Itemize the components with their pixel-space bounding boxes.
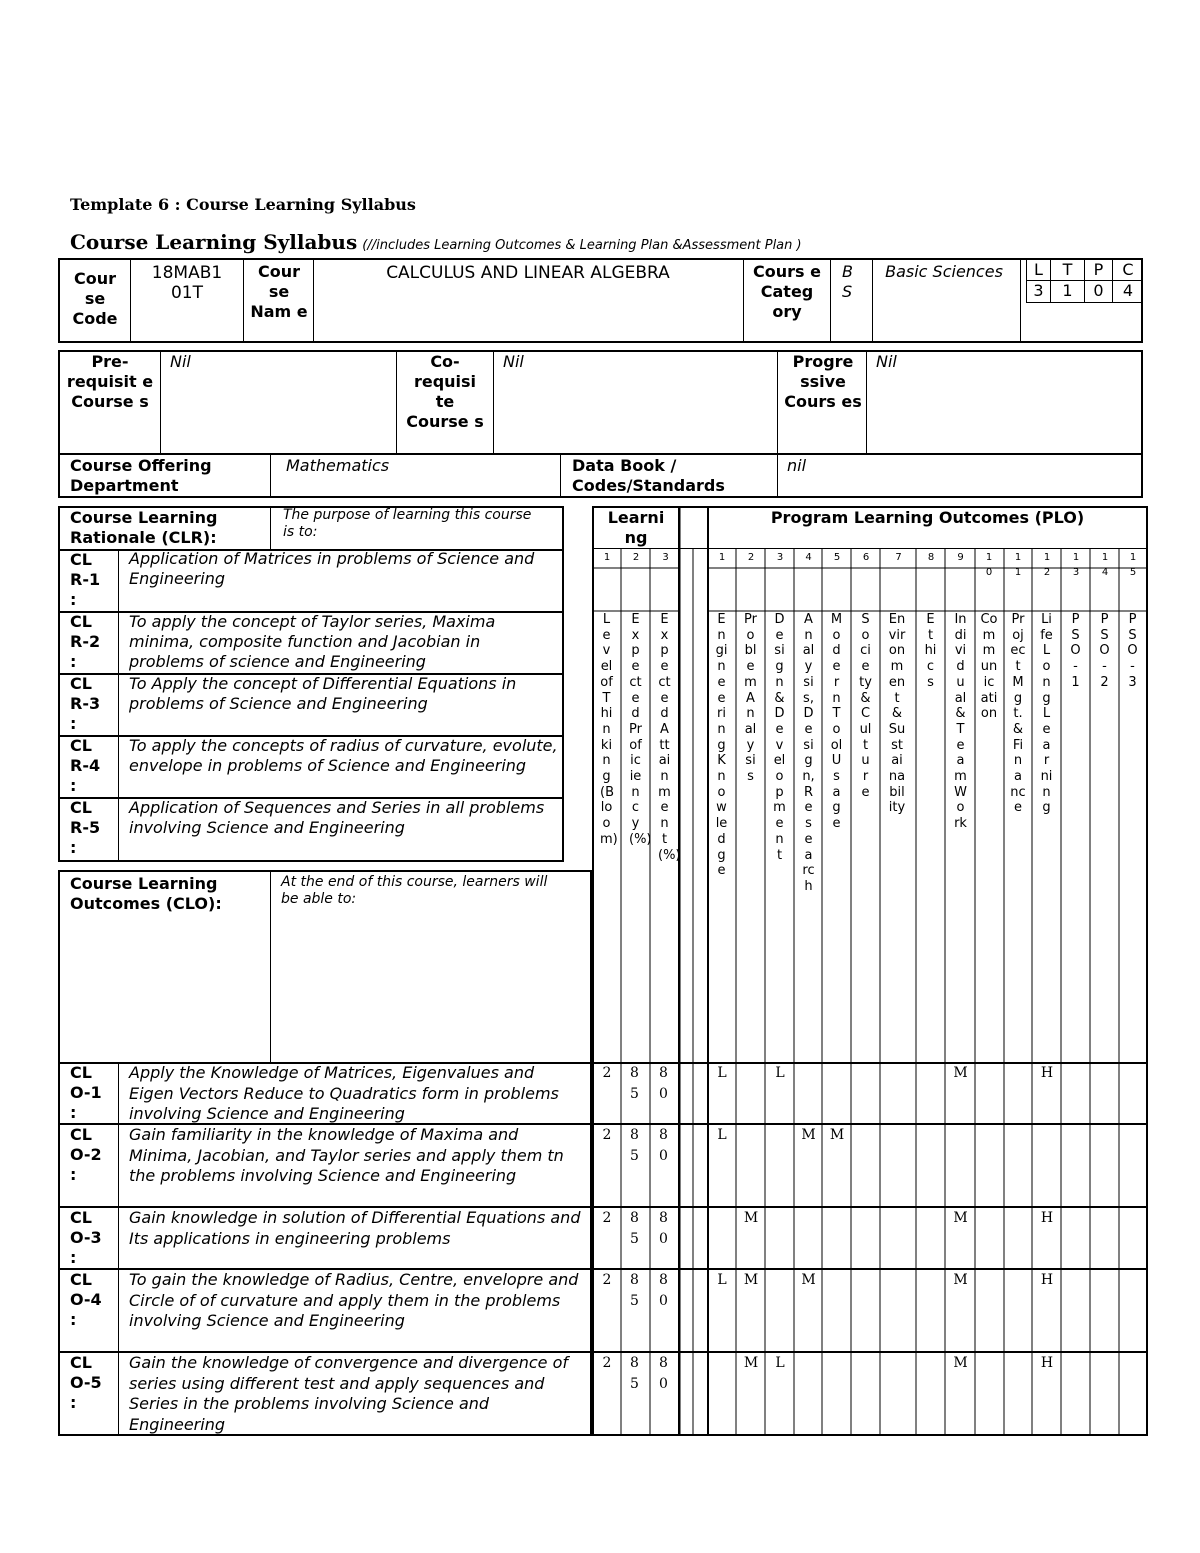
- clo-plo-value: L: [717, 1272, 727, 1288]
- clo-learning-value: 2: [602, 1210, 612, 1226]
- clo-plo-value: H: [1040, 1272, 1054, 1288]
- ltpc-value-c: 4: [1122, 281, 1134, 300]
- clo-intro: At the end of this course, learners will be able to:: [281, 874, 548, 907]
- clo-learning-value: 80: [659, 1210, 668, 1247]
- plo-col-number: 11: [1014, 552, 1022, 578]
- clo-id: CL O-1 :: [70, 1063, 102, 1122]
- ltpc-label-p: P: [1093, 260, 1104, 279]
- ltpc-label-c: C: [1122, 260, 1134, 279]
- plo-col-number: 2: [747, 552, 755, 563]
- plo-col-number: 12: [1043, 552, 1051, 578]
- clo-learning-value: 80: [659, 1355, 668, 1392]
- plo-header: Environment & Sustainability: [888, 612, 907, 816]
- corequisite-label: Co- requisi te Course s: [406, 352, 484, 431]
- plo-header: Project Mgt. & Finance: [1010, 612, 1028, 816]
- course-category-code: B S: [842, 262, 853, 301]
- learning-header: Expected Attainment(%): [658, 612, 681, 863]
- clo-plo-value: L: [717, 1127, 727, 1143]
- plo-col-number: 13: [1072, 552, 1080, 578]
- clo-id: CL O-2 :: [70, 1125, 102, 1184]
- course-category-label: Cours e Categ ory: [753, 262, 821, 321]
- clo-label: Course Learning Outcomes (CLO):: [70, 874, 222, 913]
- plo-col-number: 10: [985, 552, 993, 578]
- clo-plo-value: L: [717, 1065, 727, 1081]
- clr-intro: The purpose of learning this course is to:: [283, 507, 532, 540]
- clr-label: Course Learning Rationale (CLR):: [70, 508, 218, 547]
- clo-plo-value: M: [953, 1210, 968, 1226]
- plo-header: PSO - 2: [1099, 612, 1114, 690]
- clo-learning-value: 80: [659, 1065, 668, 1102]
- course-name-value: CALCULUS AND LINEAR ALGEBRA: [386, 263, 670, 283]
- plo-header: Design & Development: [773, 612, 789, 863]
- clo-plo-value: H: [1040, 1355, 1054, 1371]
- plo-col-number: 5: [833, 552, 841, 563]
- plo-col-number: 4: [805, 552, 812, 563]
- clo-learning-value: 85: [630, 1065, 639, 1102]
- clr-text: To apply the concept of Taylor series, Maxima minima, composite function and Jacobian in problems of science and Engineering: [129, 612, 496, 671]
- learning-title: Learni ng: [607, 508, 665, 547]
- course-name-label: Cour se Nam e: [250, 262, 308, 321]
- plo-header: Individual & Team Work: [954, 612, 971, 832]
- offering-dept-label: Course Offering Department: [70, 456, 212, 495]
- clr-id: CL R-1 :: [70, 550, 101, 609]
- clo-id: CL O-3 :: [70, 1208, 102, 1267]
- ltpc-value-t: 1: [1062, 281, 1073, 300]
- course-code-label: Cour se Code: [72, 269, 118, 328]
- clo-plo-value: L: [775, 1065, 785, 1081]
- clr-text: Application of Sequences and Series in all problems involving Science and Engineering: [129, 798, 545, 837]
- plo-header: Problem Analysis: [744, 612, 761, 785]
- clo-plo-value: M: [743, 1210, 759, 1226]
- offering-dept-value: Mathematics: [286, 456, 390, 475]
- clr-id: CL R-4 :: [70, 736, 101, 795]
- plo-col-number: 14: [1101, 552, 1109, 578]
- clo-plo-value: M: [743, 1355, 759, 1371]
- plo-header: Analysis, Design, Research: [802, 612, 819, 894]
- clo-text: Apply the Knowledge of Matrices, Eigenvalues and Eigen Vectors Reduce to Quadratics form in problems involving Science and Engineering: [129, 1063, 559, 1124]
- ltpc-label-t: T: [1062, 260, 1073, 279]
- plo-col-number: 1: [718, 552, 726, 563]
- clr-id: CL R-3 :: [70, 674, 101, 733]
- learning-col-number: 1: [603, 552, 611, 563]
- clo-text: Gain the knowledge of convergence and divergence of series using different test and apply sequences and Series in the problems involving Science and Engineering: [129, 1353, 568, 1435]
- databook-value: nil: [787, 456, 807, 475]
- clr-id: CL R-2 :: [70, 612, 101, 671]
- syllabus-subtitle: (//includes Learning Outcomes & Learning Plan &Assessment Plan ): [362, 238, 802, 253]
- clo-plo-value: M: [953, 1065, 968, 1081]
- learning-header: Expected Proficiency (%): [629, 612, 652, 847]
- plo-header: PSO - 1: [1070, 612, 1085, 690]
- clo-learning-value: 85: [630, 1127, 639, 1164]
- clo-plo-value: L: [775, 1355, 785, 1371]
- learning-col-number: 3: [662, 552, 669, 563]
- clo-learning-value: 85: [630, 1210, 639, 1247]
- corequisite-value: Nil: [503, 352, 524, 371]
- clo-learning-value: 80: [659, 1127, 668, 1164]
- syllabus-title: Course Learning Syllabus: [70, 230, 358, 254]
- clo-plo-value: M: [801, 1272, 816, 1288]
- plo-col-number: 15: [1129, 552, 1137, 578]
- course-code-value: 18MAB1 01T: [151, 263, 223, 303]
- clo-plo-value: M: [953, 1272, 968, 1288]
- clo-text: Gain knowledge in solution of Differential Equations and Its applications in engineering problems: [129, 1208, 581, 1248]
- clo-plo-value: H: [1040, 1065, 1054, 1081]
- progressive-value: Nil: [876, 352, 897, 371]
- clo-learning-value: 2: [602, 1065, 612, 1081]
- clo-learning-value: 2: [602, 1127, 612, 1143]
- progressive-label: Progre ssive Cours es: [784, 352, 862, 411]
- clr-text: Application of Matrices in problems of Science and Engineering: [129, 549, 535, 588]
- clo-plo-value: M: [829, 1127, 845, 1143]
- clo-learning-value: 80: [659, 1272, 668, 1309]
- clo-text: Gain familiarity in the knowledge of Maxima and Minima, Jacobian, and Taylor series and apply them tn the problems involving Science and Engineering: [129, 1125, 564, 1186]
- learning-col-number: 2: [632, 552, 640, 563]
- clo-text: To gain the knowledge of Radius, Centre, envelopre and Circle of of curvature and apply them in the problems involving Science and Engineering: [129, 1270, 579, 1331]
- ltpc-value-p: 0: [1093, 281, 1104, 300]
- ltpc-label-l: L: [1034, 260, 1043, 279]
- plo-header: Engineering Knowledge: [715, 612, 730, 879]
- clo-learning-value: 2: [602, 1355, 612, 1371]
- prerequisite-value: Nil: [170, 352, 191, 371]
- plo-header: Communication: [980, 612, 998, 722]
- course-category-name: Basic Sciences: [885, 262, 1003, 281]
- plo-header: PSO - 3: [1127, 612, 1142, 690]
- plo-header: Ethics: [924, 612, 937, 690]
- clr-text: To apply the concepts of radius of curvature, evolute, envelope in problems of Science and Engineering: [129, 736, 558, 775]
- clo-plo-value: M: [953, 1355, 968, 1371]
- prerequisite-label: Pre- requisit e Course s: [66, 352, 154, 411]
- databook-label: Data Book / Codes/Standards: [572, 456, 725, 495]
- plo-col-number: 6: [862, 552, 870, 563]
- plo-title: Program Learning Outcomes (PLO): [770, 508, 1085, 527]
- clr-id: CL R-5 :: [70, 798, 101, 857]
- learning-header: Level of Thinking (Bloom): [600, 612, 618, 847]
- clo-plo-value: M: [801, 1127, 816, 1143]
- clr-text: To Apply the concept of Differential Equations in problems of Science and Engineering: [129, 674, 517, 713]
- clo-learning-value: 2: [602, 1272, 612, 1288]
- ltpc-value-l: 3: [1033, 281, 1044, 300]
- clo-plo-value: M: [743, 1272, 759, 1288]
- clo-learning-value: 85: [630, 1272, 639, 1309]
- plo-col-number: 3: [776, 552, 784, 563]
- plo-header: Modern Tool Usage: [830, 612, 847, 832]
- plo-header: Society & Culture: [859, 612, 877, 800]
- template-title: Template 6 : Course Learning Syllabus: [70, 195, 416, 214]
- clo-id: CL O-4 :: [70, 1270, 102, 1329]
- plo-col-number: 7: [895, 552, 902, 563]
- plo-col-number: 9: [957, 552, 964, 563]
- clo-plo-value: H: [1040, 1210, 1054, 1226]
- clo-id: CL O-5 :: [70, 1353, 102, 1412]
- clo-learning-value: 85: [630, 1355, 639, 1392]
- plo-header: Life Long Learning: [1040, 612, 1057, 816]
- plo-col-number: 8: [927, 552, 935, 563]
